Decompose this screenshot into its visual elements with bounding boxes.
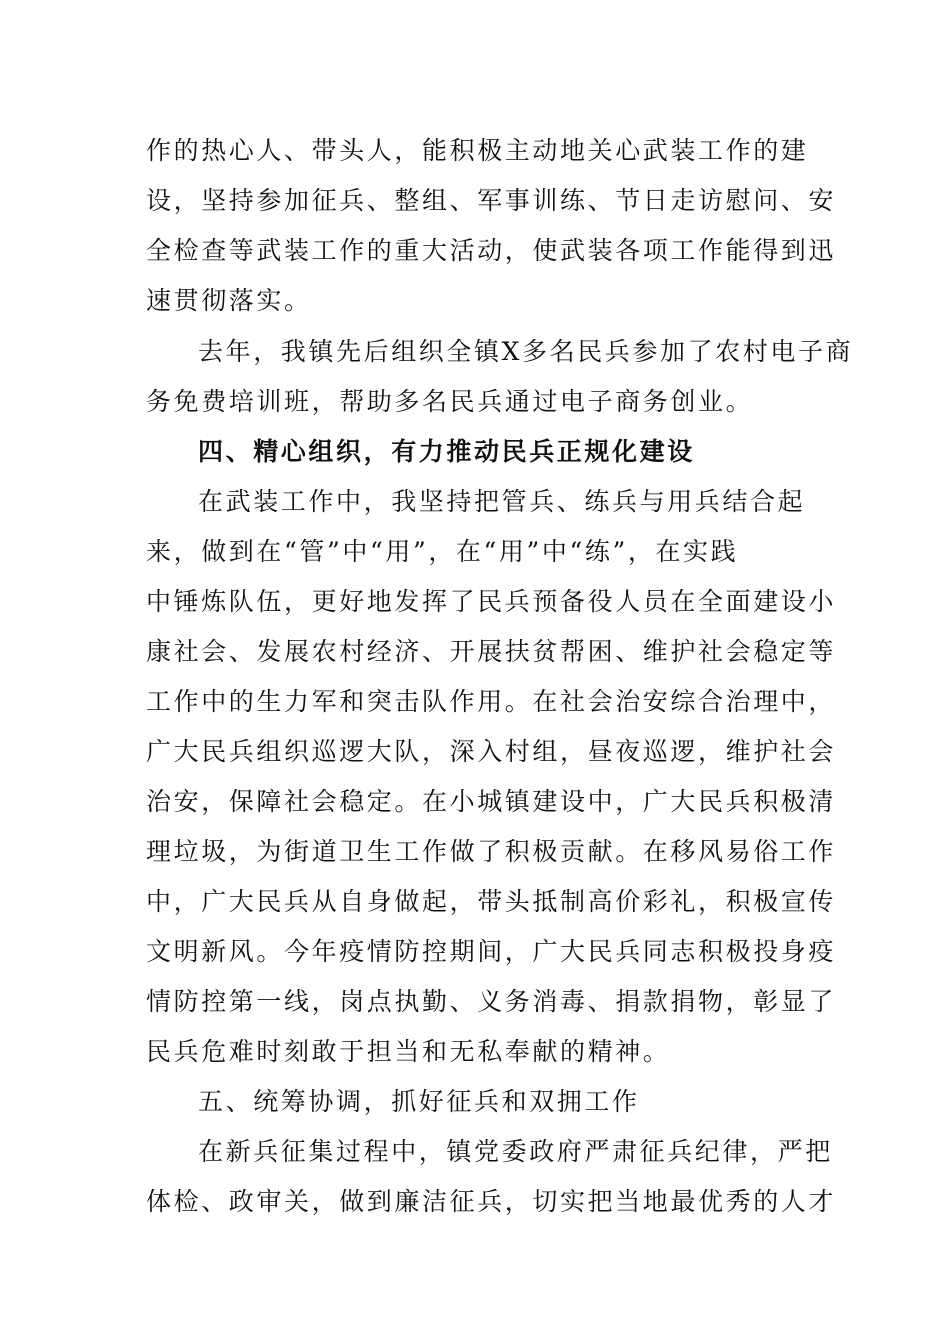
body-text-line: 设，坚持参加征兵、整组、军事训练、节日走访慰问、安 [146, 186, 837, 215]
body-text-line: 理垃圾，为街道卫生工作做了积极贡献。在移风易俗工作 [146, 837, 837, 866]
body-text-line: 治安，保障社会稳定。在小城镇建设中，广大民兵积极清 [146, 787, 837, 816]
paragraph-first-line: 在新兵征集过程中，镇党委政府严肃征兵纪律，严把 [198, 1137, 833, 1166]
body-text-line: 民兵危难时刻敢于担当和无私奉献的精神。 [146, 1037, 671, 1066]
body-text-line: 康社会、发展农村经济、开展扶贫帮困、维护社会稳定等 [146, 637, 837, 666]
body-text-line: 中锤炼队伍，更好地发挥了民兵预备役人员在全面建设小 [146, 587, 837, 616]
body-text-line: 来，做到在“管”中“用”，在“用”中“练”，在实践 [146, 537, 739, 566]
body-text-line: 速贯彻落实。 [146, 286, 312, 315]
body-text-line: 文明新风。今年疫情防控期间，广大民兵同志积极投身疫 [146, 937, 837, 966]
body-text-line: 中，广大民兵从自身做起，带头抵制高价彩礼，积极宣传 [146, 887, 837, 916]
body-text-line: 广大民兵组织巡逻大队，深入村组，昼夜巡逻，维护社会 [146, 737, 837, 766]
body-text-line: 作的热心人、带头人，能积极主动地关心武装工作的建 [146, 136, 809, 165]
section-heading-4: 四、精心组织，有力推动民兵正规化建设 [198, 437, 695, 466]
section-heading-5: 五、统筹协调，抓好征兵和双拥工作 [198, 1087, 640, 1116]
paragraph-first-line: 在武装工作中，我坚持把管兵、练兵与用兵结合起 [198, 487, 806, 516]
body-text-line: 体检、政审关，做到廉洁征兵，切实把当地最优秀的人才 [146, 1187, 837, 1216]
body-text-line: 工作中的生力军和突击队作用。在社会治安综合治理中， [146, 687, 837, 716]
body-text-line: 全检查等武装工作的重大活动，使武装各项工作能得到迅 [146, 236, 837, 265]
body-text-line: 务免费培训班，帮助多名民兵通过电子商务创业。 [146, 387, 754, 416]
body-text-line: 情防控第一线，岗点执勤、义务消毒、捐款捐物，彰显了 [146, 987, 837, 1016]
paragraph-first-line: 去年，我镇先后组织全镇X多名民兵参加了农村电子商 [198, 337, 854, 366]
